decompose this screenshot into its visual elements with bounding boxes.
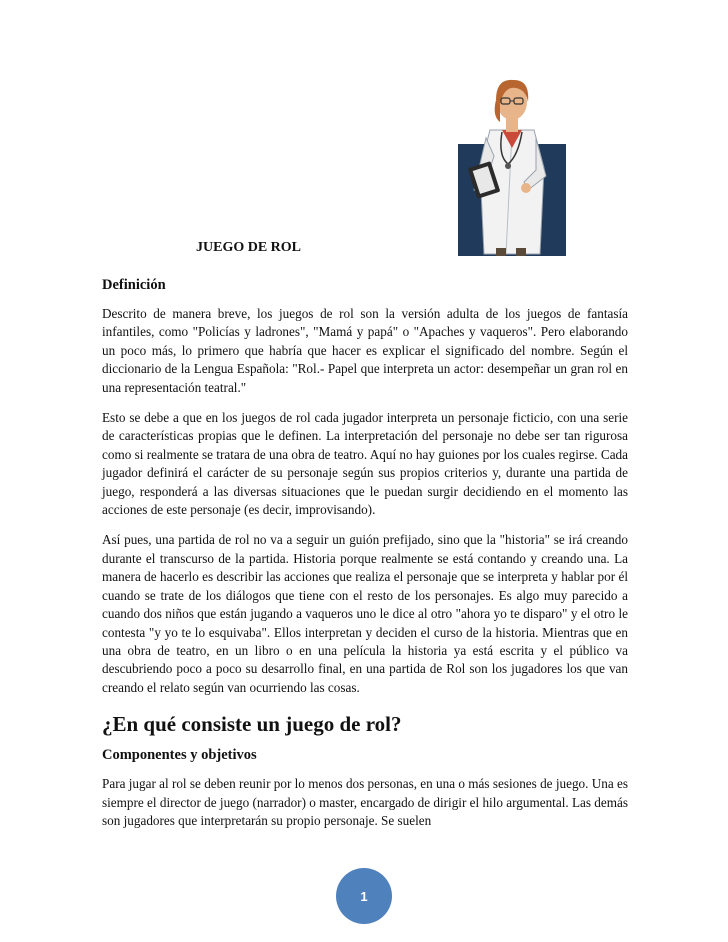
section-heading: ¿En qué consiste un juego de rol? <box>102 712 402 737</box>
definition-heading: Definición <box>102 277 166 293</box>
paragraph: Así pues, una partida de rol no va a seguir un guión prefijado, sino que la "historia" se irá creando durante el transcurso de la partida. Historia porque realmente se está contando y creando una. La manera de hacerlo es describir las acciones que realiza el personaje que se interpreta y hablar por él cuando se trate de los diálogos que tiene con el resto de los personajes. Es algo muy parecido a cuando dos niños que están jugando a vaqueros uno le dice al otro "ahora yo te disparo" y el otro le contesta "y yo te lo esquivaba". Ellos interpretan y deciden el curso de la historia. Mientras que en una obra de teatro, en un libro o en una película la historia ya está escrita y el público va descubriendo poco a poco su desarrollo final, en una partida de Rol son los jugadores los que van creando el relato según van ocurriendo las cosas. <box>102 532 628 695</box>
paragraph: Para jugar al rol se deben reunir por lo menos dos personas, en una o más sesiones de juego. Una es siempre el director de juego (narrador) o master, encargado de dirigir el hilo argumental. Las demás son jugadores que interpretarán su propio personaje. Se suelen <box>102 776 628 828</box>
document-body <box>102 276 628 842</box>
document-title: JUEGO DE ROL <box>196 240 302 255</box>
doctor-with-clipboard-icon <box>456 72 568 256</box>
paragraph: Descrito de manera breve, los juegos de rol son la versión adulta de los juegos de fantasía infantiles, como "Policías y ladrones", "Mamá y papá" o "Apaches y vaqueros". Pero elaborando un poco más, lo primero que habría que hacer es explicar el significado del nombre. Según el diccionario de la Lengua Española: "Rol.- Papel que interpreta un actor: desempeñar un gran rol en una representación teatral." <box>102 306 628 395</box>
subsection-heading: Componentes y objetivos <box>102 747 257 764</box>
page-number-badge: 1 <box>336 868 392 924</box>
paragraph: Esto se debe a que en los juegos de rol cada jugador interpreta un personaje ficticio, con una serie de características propias que le definen. La interpretación del personaje no debe ser tan rigurosa como si realmente se tratara de una obra de teatro. Aquí no hay guiones por los cuales regirse. Cada jugador definirá el carácter de su personaje según sus propios criterios y, durante una partida de juego, responderá a las diversas situaciones que le puedan surgir decidiendo en el momento las acciones de este personaje (es decir, improvisando). <box>102 410 628 518</box>
